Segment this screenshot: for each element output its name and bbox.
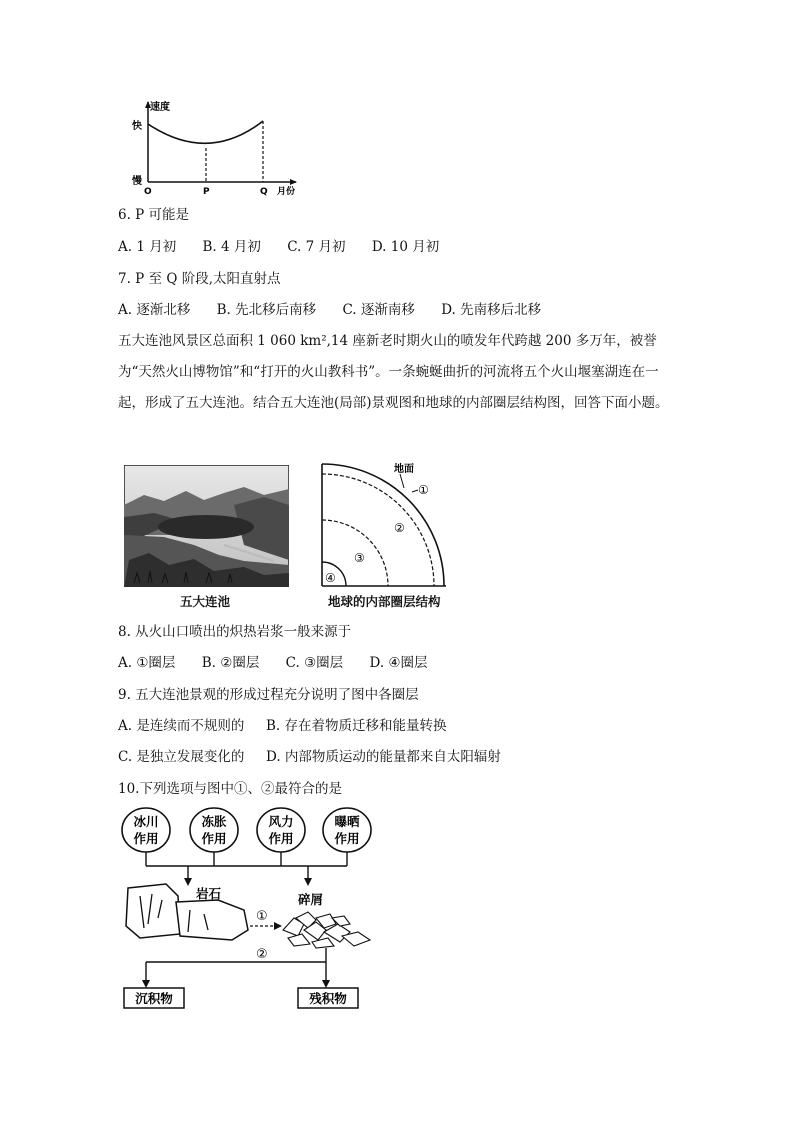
layer-2-marker: ② [394,521,405,535]
rock-label: 岩石 [196,886,222,901]
x-p-label: P [203,187,210,197]
arrow-1-label: ① [256,909,268,924]
q9-options-row2 [118,748,501,766]
speed-month-graph [118,98,318,198]
q9-option-c[interactable]: C. 是独立发展变化的 [118,749,245,765]
q8-option-d[interactable]: D. ④圈层 [369,655,428,671]
q9-option-d[interactable]: D. 内部物质运动的能量都来自太阳辐射 [266,749,501,765]
rock-image [126,884,180,938]
x-origin-label: O [144,187,152,197]
q9-option-b[interactable]: B. 存在着物质迁移和能量转换 [266,718,447,734]
layer-3-marker: ③ [354,551,365,565]
arrow-2-label: ② [256,947,268,962]
svg-text:风力: 风力 [268,814,294,829]
svg-text:作用: 作用 [133,831,159,846]
q6-option-c[interactable]: C. 7 月初 [287,239,346,255]
x-axis-label: 月份 [277,187,296,197]
layers-caption: 地球的内部圈层结构 [328,594,441,609]
q8-option-c[interactable]: C. ③圈层 [285,655,344,671]
q7-option-b[interactable]: B. 先北移后南移 [216,302,317,318]
photo-caption: 五大连池 [180,594,231,609]
svg-text:作用: 作用 [334,831,360,846]
q6-option-b[interactable]: B. 4 月初 [202,239,261,255]
sediment-label: 沉积物 [135,991,173,1006]
q6-stem: 6. P 可能是 [118,207,190,223]
ground-label: 地面 [394,464,414,475]
q9-stem: 9. 五大连池景观的形成过程充分说明了图中各圈层 [118,687,419,703]
y-fast-label: 快 [132,121,142,132]
svg-text:曝晒: 曝晒 [334,814,360,829]
q6-option-a[interactable]: A. 1 月初 [118,239,177,255]
q7-stem: 7. P 至 Q 阶段,太阳直射点 [118,271,281,287]
q7-options [118,301,563,319]
passage-text: 五大连池风景区总面积 1 060 km²,14 座新老时期火山的喷发年代跨越 200 多万年，被誉为“天然火山博物馆”和“打开的火山教科书”。一条蜿蜒曲折的河流将五个火山堰塞湖连在一起，形成了五大连池。结合五大连池(局部)景观图和地球的内部圈层结构图，回答下面小题。 [118,333,669,411]
weathering-flow-diagram [118,806,380,1012]
svg-text:作用: 作用 [268,831,294,846]
svg-text:冻胀: 冻胀 [201,814,227,829]
residual-label: 残积物 [309,991,347,1006]
earth-layers-diagram [320,462,450,590]
debris-image [283,912,370,948]
speed-curve [148,121,263,143]
q6-option-d[interactable]: D. 10 月初 [371,239,440,255]
y-axis-label: 速度 [150,102,170,113]
q8-option-b[interactable]: B. ②圈层 [201,655,260,671]
svg-text:冰川: 冰川 [133,814,159,829]
q8-options [118,654,450,672]
q7-option-d[interactable]: D. 先南移后北移 [441,302,542,318]
q8-option-a[interactable]: A. ①圈层 [118,655,176,671]
svg-text:作用: 作用 [201,831,227,846]
debris-label: 碎屑 [298,892,324,907]
q9-option-a[interactable]: A. 是连续而不规则的 [118,718,245,734]
wudalianchi-photo [124,465,289,587]
y-slow-label: 慢 [132,176,142,187]
layer-1-marker: ① [418,483,429,497]
x-q-label: Q [260,187,268,197]
q10-stem: 10.下列选项与图中①、②最符合的是 [118,781,342,797]
layer-4-marker: ④ [325,571,336,585]
q6-options [118,238,461,256]
q9-options-row1 [118,717,447,735]
q8-stem: 8. 从火山口喷出的炽热岩浆一般来源于 [118,624,352,640]
q7-option-c[interactable]: C. 逐渐南移 [342,302,415,318]
q7-option-a[interactable]: A. 逐渐北移 [118,302,191,318]
